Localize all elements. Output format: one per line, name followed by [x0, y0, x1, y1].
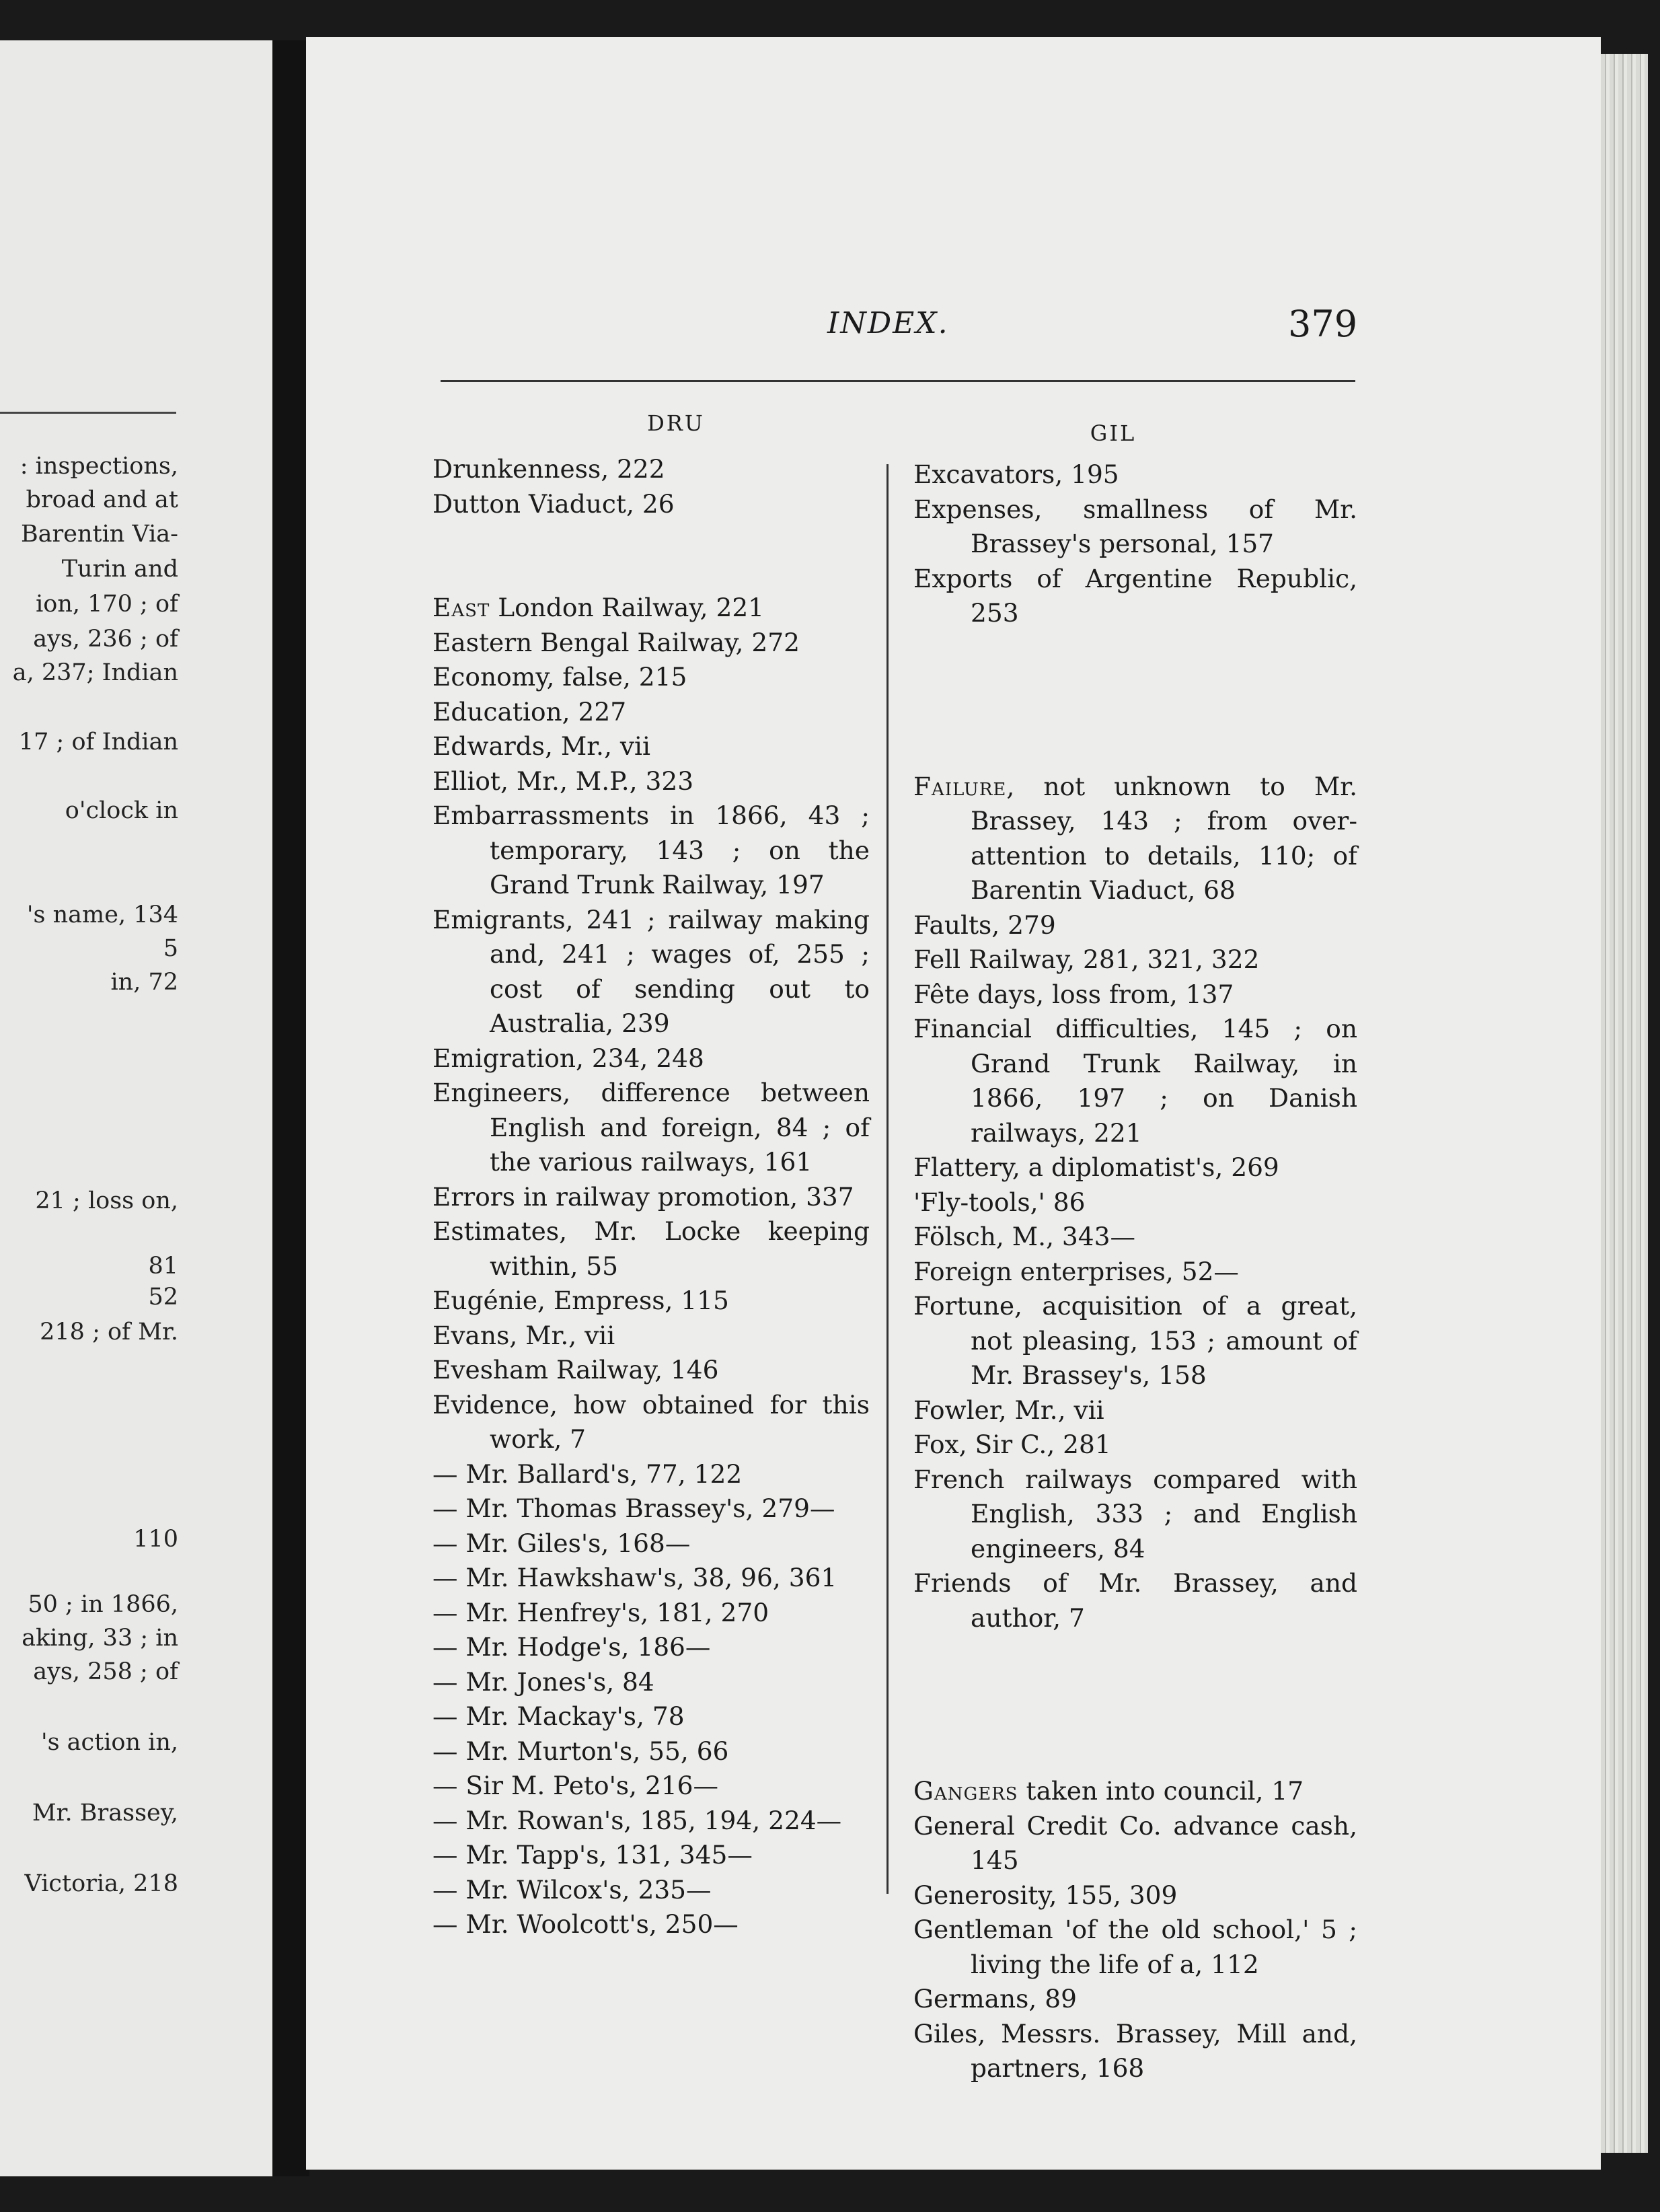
- facing-page-fragment: broad and at: [26, 486, 178, 513]
- facing-page-fragment: a, 237; Indian: [12, 659, 178, 686]
- index-entry: Germans, 89: [913, 1984, 1077, 2014]
- facing-page-fragment: 110: [133, 1526, 178, 1553]
- letter-section-gap: [913, 1705, 1357, 1774]
- facing-page-fragment: Turin and: [61, 556, 178, 583]
- header-rule: [441, 380, 1355, 382]
- facing-page-fragment: Barentin Via-: [20, 521, 178, 548]
- letter-section-gap: [913, 700, 1357, 770]
- index-subentry: — Sir M. Peto's, 216—: [432, 1771, 719, 1800]
- facing-page-rule: [0, 412, 176, 414]
- index-entry-lead: Gangers: [913, 1776, 1018, 1806]
- facing-page-fragment: 21 ; loss on,: [35, 1187, 178, 1214]
- index-entry: Fox, Sir C., 281: [913, 1430, 1111, 1459]
- index-entry-lead: Failure: [913, 771, 1007, 801]
- facing-page-fragment: 50 ; in 1866,: [28, 1591, 178, 1618]
- index-entry: Flattery, a diplomatist's, 269: [913, 1152, 1279, 1182]
- index-entry: Expenses, smallness of Mr. Brassey's personal, 157: [913, 494, 1357, 558]
- index-entry: Evesham Railway, 146: [432, 1355, 719, 1385]
- index-subentry: — Mr. Murton's, 55, 66: [432, 1736, 729, 1766]
- facing-page-fragment: 81: [148, 1253, 178, 1280]
- column-divider: [886, 464, 889, 1894]
- index-entry: Emigration, 234, 248: [432, 1043, 704, 1073]
- facing-page-fragment: : inspections,: [20, 453, 178, 480]
- index-entry: Drunkenness, 222: [432, 454, 665, 484]
- facing-page-fragment: 218 ; of Mr.: [40, 1319, 178, 1345]
- index-entry: Estimates, Mr. Locke keeping within, 55: [432, 1216, 870, 1281]
- index-entry: Excavators, 195: [913, 459, 1119, 489]
- index-entry: Gentleman 'of the old school,' 5 ; living the life of a, 112: [913, 1915, 1357, 1979]
- index-subentry: — Mr. Wilcox's, 235—: [432, 1874, 712, 1905]
- index-subentry: — Mr. Mackay's, 78: [432, 1701, 685, 1731]
- index-entry: French railways compared with English, 333 ; and English engineers, 84: [913, 1464, 1357, 1563]
- index-entry: Financial difficulties, 145 ; on Grand Trunk Railway, in 1866, 197 ; on Danish railways, 221: [913, 1014, 1357, 1148]
- facing-page-fragment: ion, 170 ; of: [36, 591, 178, 618]
- facing-page-fragment: Victoria, 218: [24, 1870, 178, 1897]
- guide-word-left: DRU: [647, 410, 705, 436]
- index-subentry: — Mr. Ballard's, 77, 122: [432, 1459, 743, 1489]
- index-entry: Evans, Mr., vii: [432, 1320, 615, 1350]
- index-entry-text: , not unknown to Mr. Brassey, 143 ; from over-attention to details, 110; of Barentin Viaduct, 68: [971, 771, 1357, 905]
- index-entry: Evidence, how obtained for this work, 7: [432, 1389, 870, 1454]
- page-edges: [1601, 54, 1648, 2153]
- index-entry: Eugénie, Empress, 115: [432, 1286, 729, 1315]
- facing-page-fragment: aking, 33 ; in: [22, 1625, 178, 1652]
- index-entry: Fell Railway, 281, 321, 322: [913, 945, 1260, 974]
- index-entry: Fête days, loss from, 137: [913, 979, 1234, 1009]
- facing-page-fragment: in, 72: [110, 969, 178, 996]
- facing-page: [0, 40, 272, 2176]
- index-column-right: [913, 457, 1357, 2086]
- guide-word-right: GIL: [1090, 420, 1137, 446]
- facing-page-fragment: ays, 258 ; of: [33, 1658, 178, 1685]
- index-entry: Economy, false, 215: [432, 662, 687, 692]
- index-subentry: — Mr. Giles's, 168—: [432, 1528, 691, 1558]
- index-entry: Emigrants, 241 ; railway making and, 241 ; wages of, 255 ; cost of sending out to Australia, 239: [432, 904, 870, 1038]
- index-entry: Foreign enterprises, 52—: [913, 1256, 1239, 1286]
- index-subentry: — Mr. Rowan's, 185, 194, 224—: [432, 1805, 842, 1835]
- facing-page-fragment: 's action in,: [40, 1729, 178, 1756]
- index-entry: Fortune, acquisition of a great, not pleasing, 153 ; amount of Mr. Brassey's, 158: [913, 1291, 1357, 1390]
- index-entry: Faults, 279: [913, 910, 1056, 940]
- index-entry: [913, 1774, 1357, 1809]
- index-entry: Fowler, Mr., vii: [913, 1395, 1104, 1425]
- facing-page-fragment: Mr. Brassey,: [32, 1800, 178, 1827]
- facing-page-fragment: 52: [148, 1284, 178, 1311]
- index-entry: 'Fly-tools,' 86: [913, 1187, 1086, 1217]
- index-subentry: — Mr. Thomas Brassey's, 279—: [432, 1494, 835, 1523]
- index-entry: Friends of Mr. Brassey, and author, 7: [913, 1568, 1357, 1633]
- facing-page-fragment: 's name, 134: [26, 901, 178, 928]
- index-entry: Edwards, Mr., vii: [432, 731, 650, 761]
- facing-page-fragment: o'clock in: [65, 797, 178, 824]
- index-entry: Education, 227: [432, 696, 627, 727]
- index-entry-lead: East: [432, 593, 490, 622]
- index-subentry: — Mr. Jones's, 84: [432, 1666, 654, 1697]
- index-entry: Exports of Argentine Republic, 253: [913, 563, 1357, 628]
- index-entry: Embarrassments in 1866, 43 ; temporary, 143 ; on the Grand Trunk Railway, 197: [432, 801, 870, 899]
- index-entry: Errors in railway promotion, 337: [432, 1181, 854, 1212]
- facing-page-fragment: 17 ; of Indian: [18, 729, 178, 755]
- running-head: INDEX.: [827, 306, 949, 340]
- index-subentry: — Mr. Hawkshaw's, 38, 96, 361: [432, 1563, 837, 1592]
- index-entry: Fölsch, M., 343—: [913, 1222, 1136, 1251]
- index-entry: [432, 591, 870, 626]
- index-entry-text: taken into council, 17: [1018, 1776, 1304, 1806]
- letter-section-gap: [432, 521, 870, 591]
- index-column-left: [432, 452, 870, 1942]
- index-entry: General Credit Co. advance cash, 145: [913, 1810, 1357, 1875]
- index-entry: [913, 770, 1357, 908]
- facing-page-fragment: ays, 236 ; of: [33, 626, 178, 653]
- index-entry: Eastern Bengal Railway, 272: [432, 627, 800, 657]
- index-subentry: — Mr. Henfrey's, 181, 270: [432, 1597, 769, 1627]
- facing-page-fragment: 5: [163, 935, 178, 962]
- index-entry: Elliot, Mr., M.P., 323: [432, 766, 694, 796]
- letter-section-gap: [913, 631, 1357, 700]
- index-entry: Giles, Messrs. Brassey, Mill and, partners, 168: [913, 2018, 1357, 2083]
- index-subentry: — Mr. Tapp's, 131, 345—: [432, 1840, 753, 1870]
- index-entry: Generosity, 155, 309: [913, 1880, 1178, 1910]
- page-number: 379: [1288, 303, 1358, 345]
- letter-section-gap: [913, 1635, 1357, 1705]
- index-entry: Engineers, difference between English and foreign, 84 ; of the various railways, 161: [432, 1078, 870, 1177]
- book-gutter: [272, 40, 309, 2176]
- index-entry: Dutton Viaduct, 26: [432, 488, 675, 519]
- index-entry-text: London Railway, 221: [490, 593, 765, 622]
- index-subentry: — Mr. Woolcott's, 250—: [432, 1909, 739, 1939]
- index-subentry: — Mr. Hodge's, 186—: [432, 1632, 711, 1662]
